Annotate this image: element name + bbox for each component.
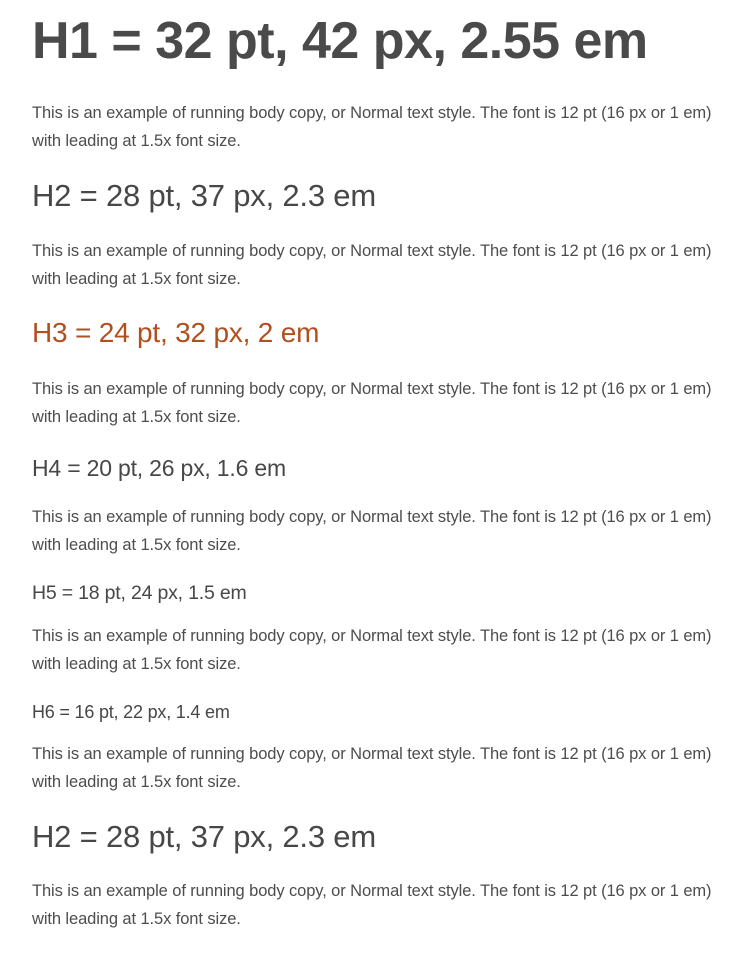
heading-1: H1 = 32 pt, 42 px, 2.55 em: [32, 12, 648, 70]
heading-3: H3 = 24 pt, 32 px, 2 em: [32, 317, 320, 348]
body-paragraph-1: This is an example of running body copy, or Normal text style. The font is 12 pt (16 px or 1 em) with leading at 1.5x font size.: [32, 104, 712, 150]
body-paragraph-5: This is an example of running body copy, or Normal text style. The font is 12 pt (16 px or 1 em) with leading at 1.5x font size.: [32, 627, 712, 673]
body-paragraph-2: This is an example of running body copy, or Normal text style. The font is 12 pt (16 px or 1 em) with leading at 1.5x font size.: [32, 242, 712, 288]
body-paragraph-7: This is an example of running body copy, or Normal text style. The font is 12 pt (16 px or 1 em) with leading at 1.5x font size.: [32, 882, 712, 928]
heading-5: H5 = 18 pt, 24 px, 1.5 em: [32, 582, 247, 604]
body-paragraph-3: This is an example of running body copy, or Normal text style. The font is 12 pt (16 px or 1 em) with leading at 1.5x font size.: [32, 380, 712, 426]
body-paragraph-4: This is an example of running body copy, or Normal text style. The font is 12 pt (16 px or 1 em) with leading at 1.5x font size.: [32, 508, 712, 554]
body-paragraph-6: This is an example of running body copy, or Normal text style. The font is 12 pt (16 px or 1 em) with leading at 1.5x font size.: [32, 745, 712, 791]
heading-4: H4 = 20 pt, 26 px, 1.6 em: [32, 455, 286, 481]
heading-2: H2 = 28 pt, 37 px, 2.3 em: [32, 178, 376, 213]
heading-2-repeat: H2 = 28 pt, 37 px, 2.3 em: [32, 819, 376, 854]
heading-6: H6 = 16 pt, 22 px, 1.4 em: [32, 702, 230, 722]
